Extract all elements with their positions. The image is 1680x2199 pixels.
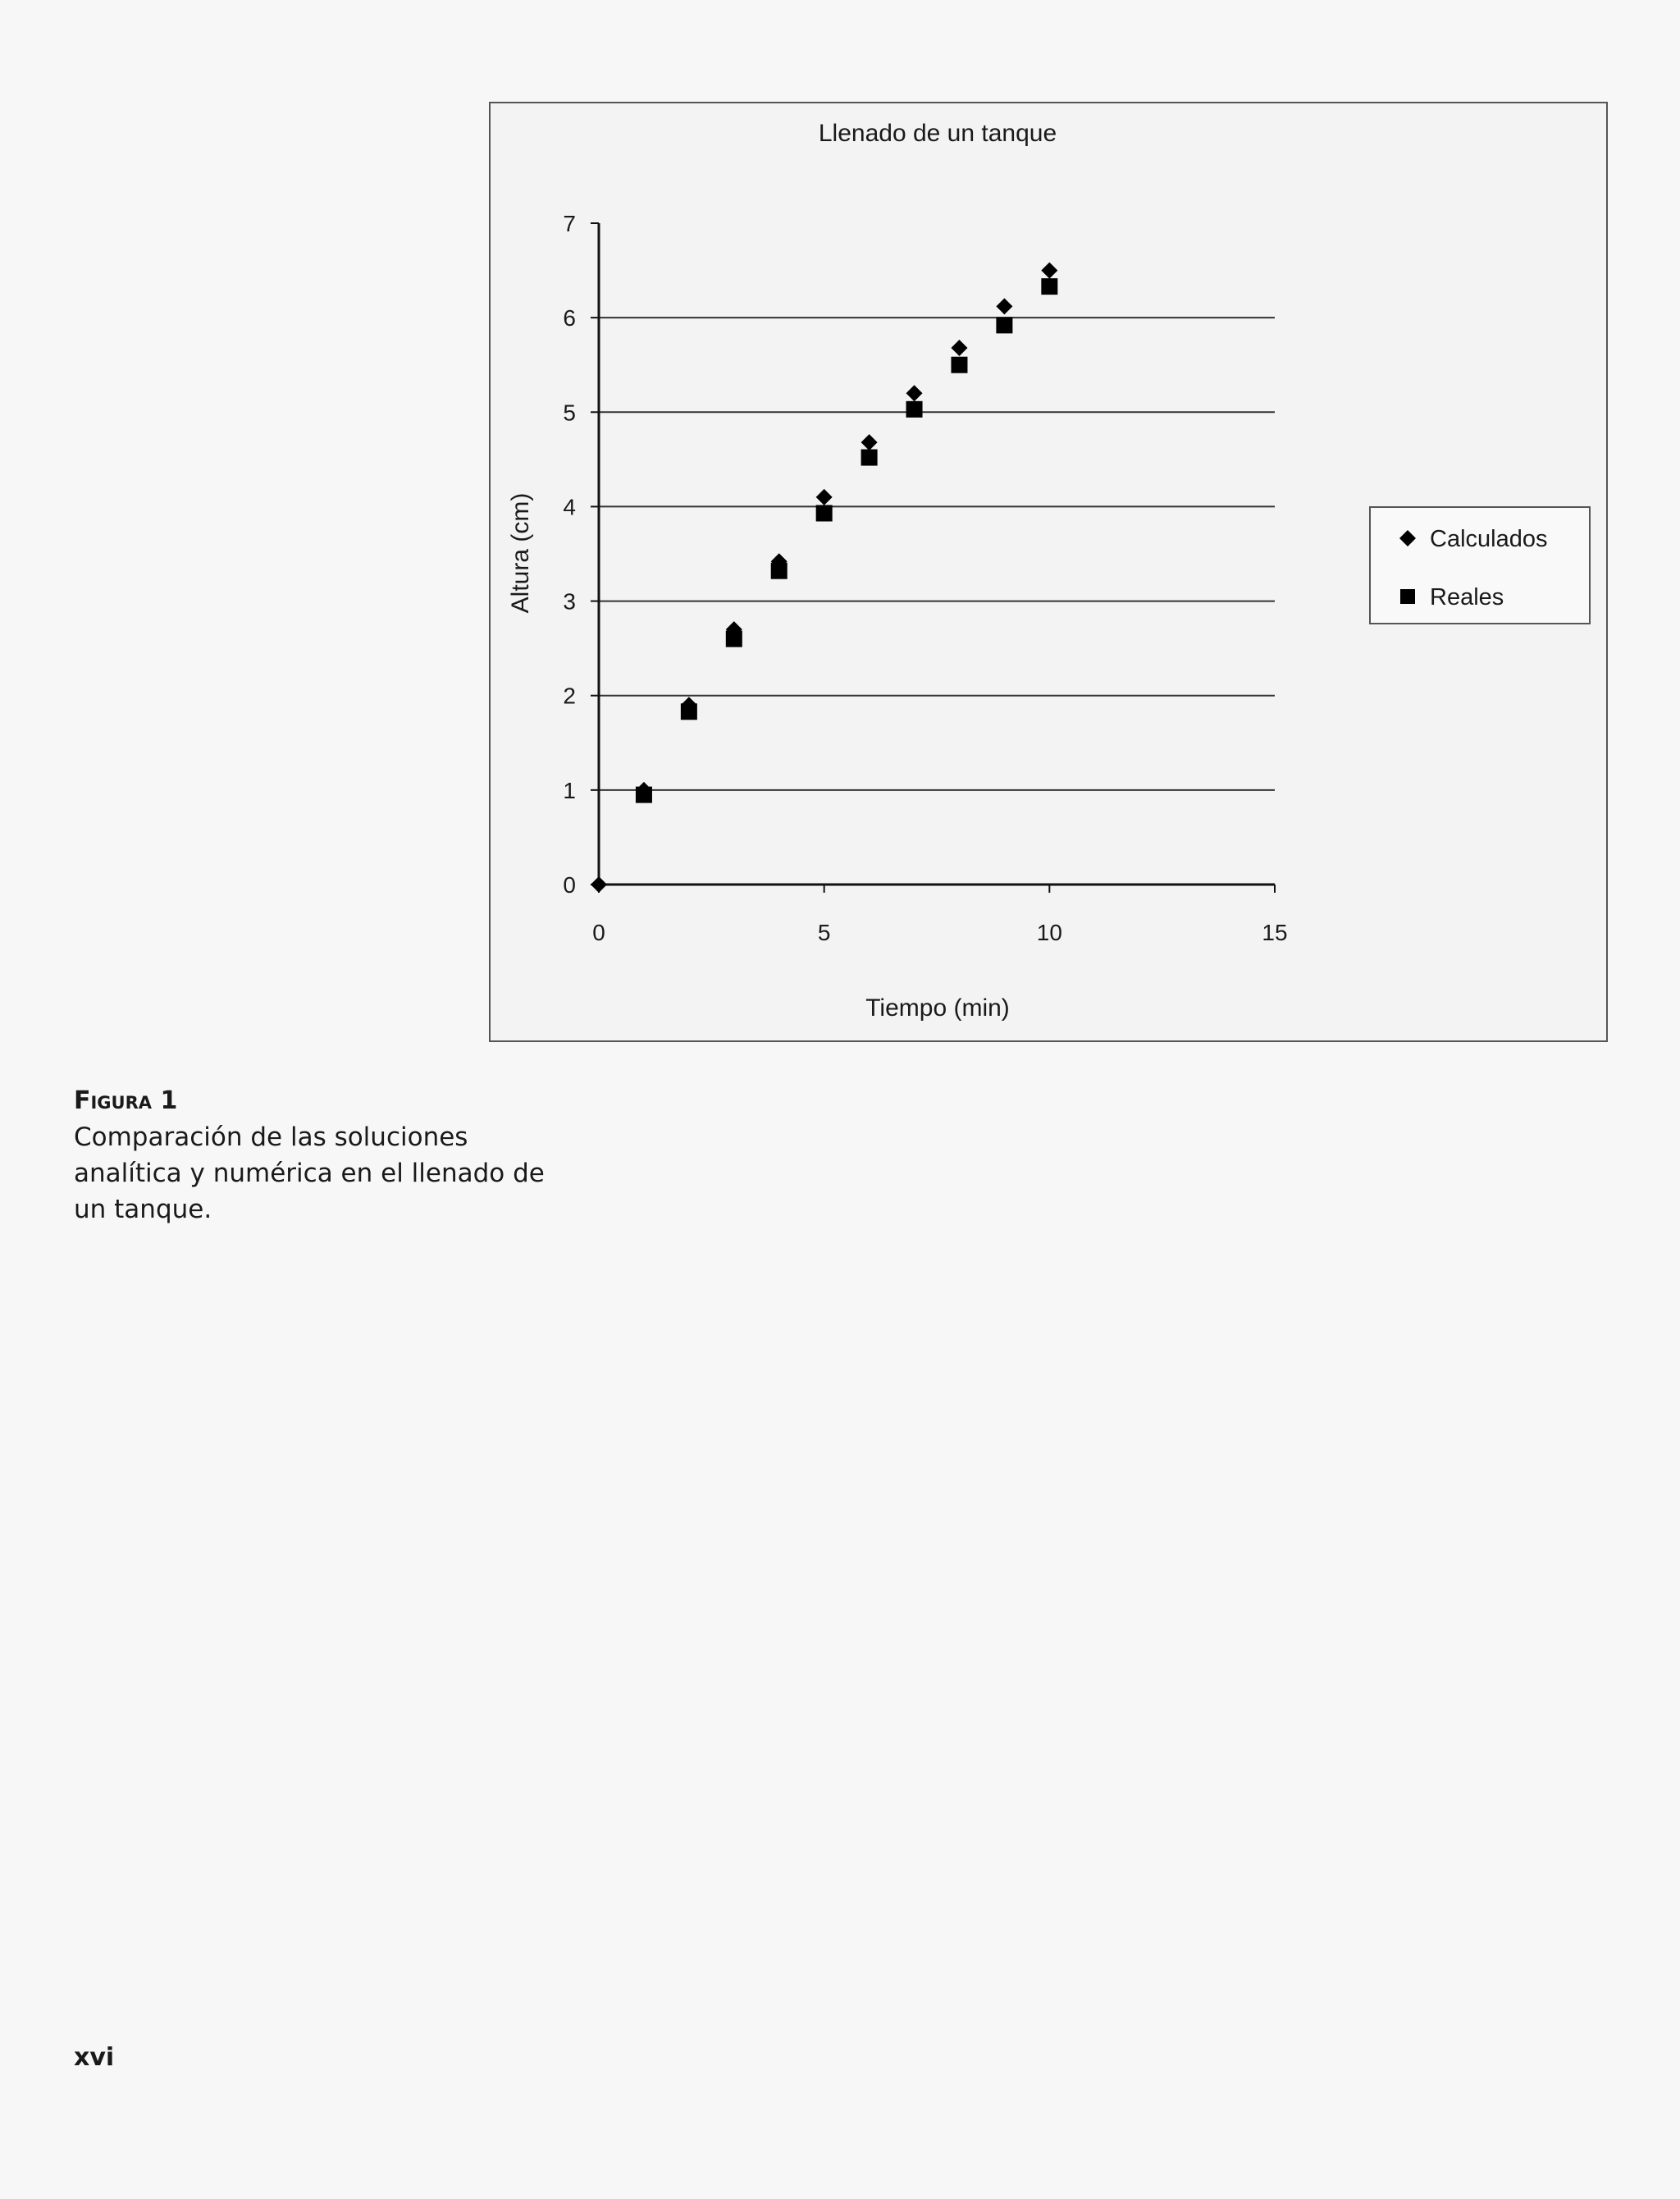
calculados-point-6	[861, 434, 878, 450]
reales-point-7	[951, 357, 967, 373]
y-tick-label-3: 3	[563, 588, 576, 615]
legend	[1370, 507, 1590, 624]
y-tick-label-4: 4	[563, 494, 576, 520]
figure-label: Figura 1	[74, 1086, 178, 1115]
scatter-chart	[491, 103, 1609, 1044]
x-tick-label-0: 0	[592, 920, 605, 945]
calculados-point-10	[1041, 263, 1057, 279]
reales-point-6	[906, 401, 923, 418]
legend-label-reales: Reales	[1430, 584, 1504, 610]
x-tick-label-10: 10	[1036, 920, 1062, 945]
reales-point-0	[636, 787, 652, 803]
legend-label-calculados: Calculados	[1430, 526, 1548, 552]
reales-point-2	[726, 631, 742, 647]
chart-title: Llenado de un tanque	[818, 120, 1057, 147]
reales-point-3	[771, 563, 788, 579]
tick-labels	[563, 211, 1287, 945]
y-tick-label-1: 1	[563, 777, 576, 803]
y-tick-label-0: 0	[563, 872, 576, 898]
calculados-point-8	[951, 340, 967, 356]
calculados-point-9	[996, 298, 1012, 314]
axes	[591, 223, 1275, 893]
data-points	[591, 263, 1057, 893]
reales-point-1	[681, 703, 697, 720]
reales-point-9	[1041, 278, 1057, 295]
grid-lines	[599, 318, 1275, 790]
x-tick-label-5: 5	[817, 920, 831, 945]
y-tick-label-5: 5	[563, 400, 576, 426]
reales-point-5	[861, 450, 878, 466]
calculados-point-0	[591, 876, 607, 893]
y-tick-label-6: 6	[563, 305, 576, 331]
reales-point-8	[996, 317, 1012, 333]
y-tick-label-2: 2	[563, 683, 576, 709]
x-axis-label: Tiempo (min)	[865, 994, 1010, 1022]
chart-frame	[489, 102, 1608, 1042]
y-tick-label-7: 7	[563, 211, 576, 236]
x-tick-label-15: 15	[1262, 920, 1288, 945]
calculados-point-7	[906, 385, 923, 401]
figure-caption	[74, 1083, 566, 1228]
reales-point-4	[816, 505, 833, 521]
page-number: xvi	[74, 2043, 115, 2072]
legend-marker-reales	[1400, 589, 1415, 604]
figure-caption-text: Comparación de las soluciones analítica y numérica en el llenado de un tanque.	[74, 1122, 545, 1224]
y-axis-label: Altura (cm)	[507, 492, 534, 614]
calculados-point-5	[816, 489, 833, 505]
